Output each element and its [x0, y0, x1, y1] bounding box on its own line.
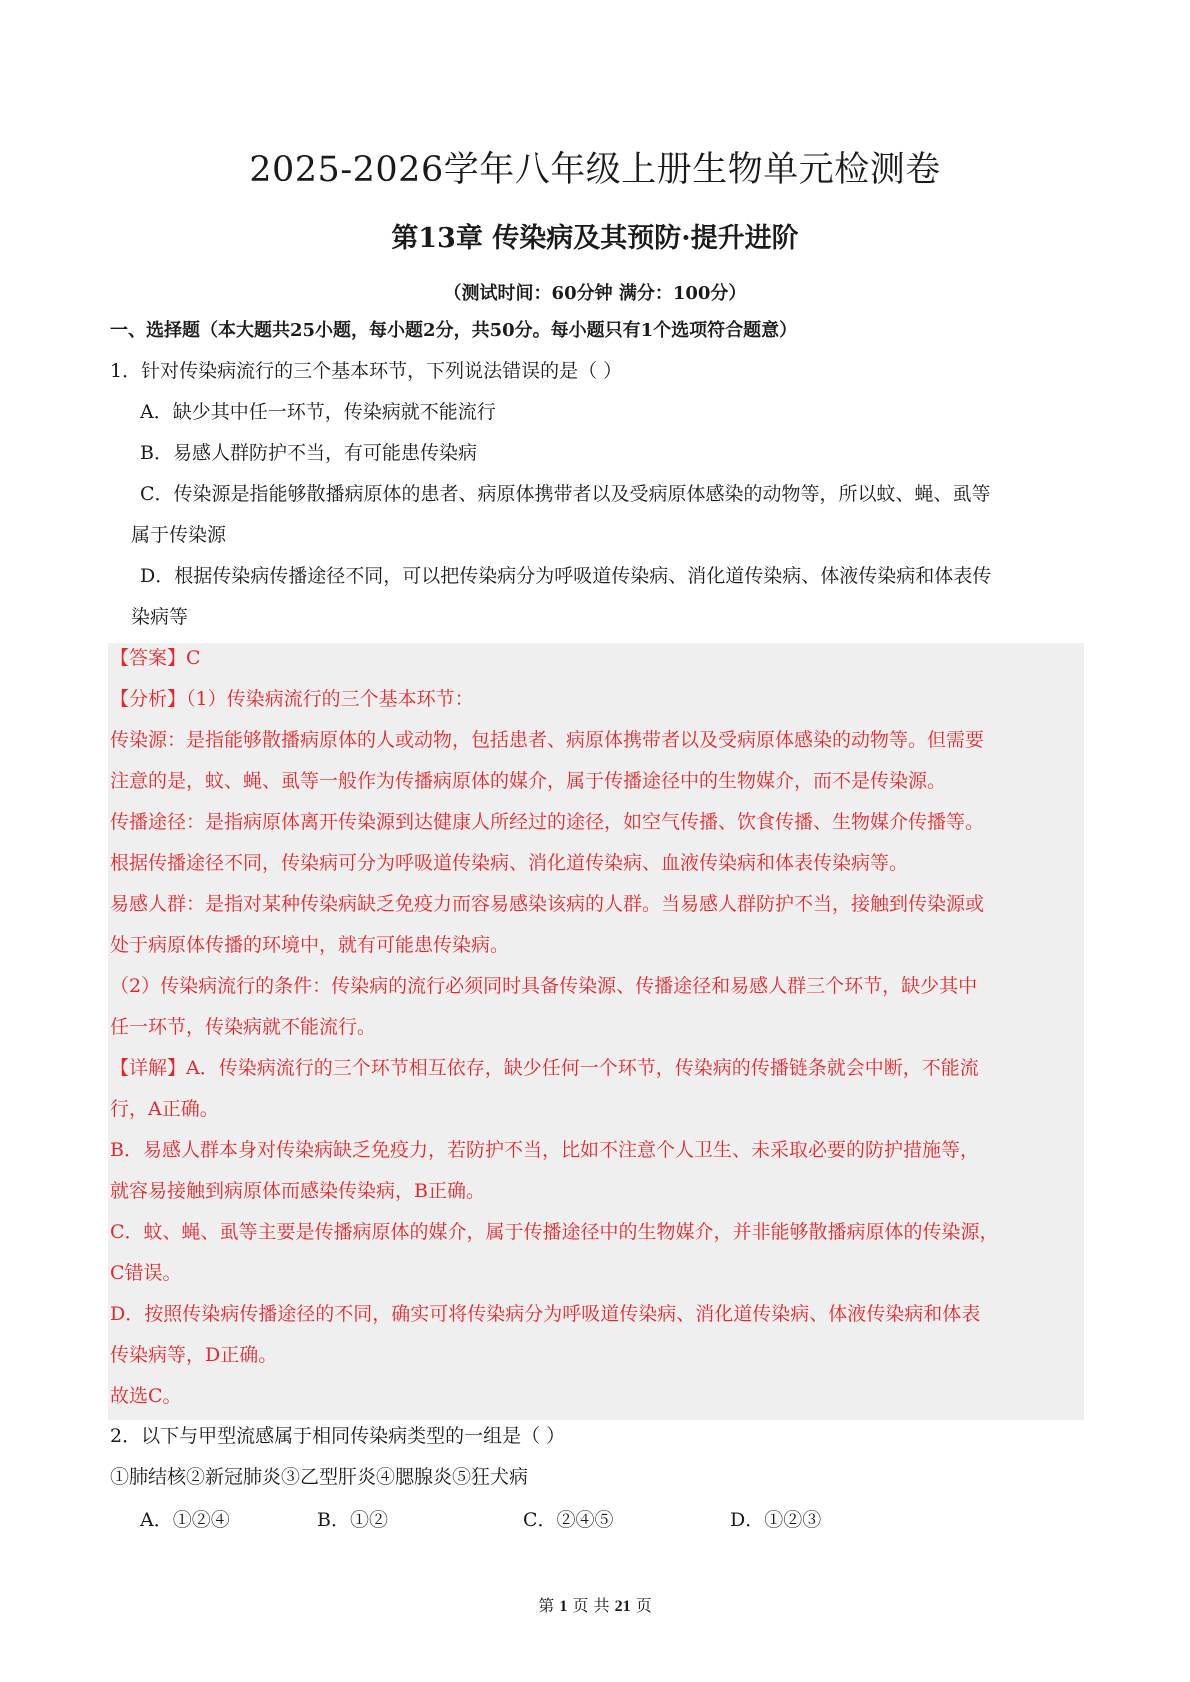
- question-2-option-b: B．①②: [317, 1509, 388, 1531]
- footer-prefix: 第: [538, 1596, 555, 1615]
- analysis-line: 易感人群：是指对某种传染病缺乏免疫力而容易感染该病的人群。当易感人群防护不当，接触到传染源或: [110, 893, 985, 915]
- chapter-subtitle: 第13章 传染病及其预防·提升进阶: [391, 223, 799, 254]
- detail-line: C错误。: [110, 1262, 182, 1284]
- question-1-option-a: A．缺少其中任一环节，传染病就不能流行: [140, 401, 496, 423]
- question-2-option-c: C．②④⑤: [523, 1509, 614, 1531]
- detail-line: B．易感人群本身对传染病缺乏免疫力，若防护不当，比如不注意个人卫生、未采取必要的防护措施等，: [110, 1139, 979, 1161]
- page-footer: [0, 1593, 1190, 1616]
- detail-line: 就容易接触到病原体而感染传染病，B正确。: [110, 1180, 485, 1202]
- analysis-line: 注意的是，蚊、蝇、虱等一般作为传播病原体的媒介，属于传播途径中的生物媒介，而不是传染源。: [110, 770, 947, 792]
- footer-middle: 页 共: [572, 1596, 610, 1615]
- analysis-line: 传播途径：是指病原体离开传染源到达健康人所经过的途径，如空气传播、饮食传播、生物媒介传播等。: [110, 811, 985, 833]
- analysis-heading: 【分析】（1）传染病流行的三个基本环节：: [110, 688, 474, 710]
- question-2-stem: 2．以下与甲型流感属于相同传染病类型的一组是（ ）: [110, 1425, 566, 1447]
- question-2-options: [140, 1505, 940, 1531]
- question-1-option-d: D．根据传染病传播途径不同，可以把传染病分为呼吸道传染病、消化道传染病、体液传染病和体表传: [140, 565, 992, 587]
- analysis-line: 根据传播途径不同，传染病可分为呼吸道传染病、消化道传染病、血液传染病和体表传染病等。: [110, 852, 909, 874]
- page-number: 1: [559, 1598, 568, 1615]
- detail-line: 【详解】A．传染病流行的三个环节相互依存，缺少任何一个环节，传染病的传播链条就会中断，不能流: [110, 1057, 979, 1079]
- question-1-option-b: B．易感人群防护不当，有可能患传染病: [140, 442, 477, 464]
- question-2-option-a: A．①②④: [140, 1509, 230, 1531]
- page-total: 21: [614, 1598, 631, 1615]
- document-title: 2025-2026学年八年级上册生物单元检测卷: [249, 150, 941, 190]
- conclusion-line: 故选C。: [110, 1385, 182, 1407]
- answer-line: 【答案】C: [110, 647, 201, 669]
- footer-suffix: 页: [635, 1596, 652, 1615]
- question-1-option-d-cont: 染病等: [131, 606, 189, 628]
- detail-line: C．蚊、蝇、虱等主要是传播病原体的媒介，属于传播途径中的生物媒介，并非能够散播病原体的传染源，: [110, 1221, 999, 1243]
- question-1-stem: 1．针对传染病流行的三个基本环节，下列说法错误的是（ ）: [110, 360, 623, 382]
- analysis-line: 传染源：是指能够散播病原体的人或动物，包括患者、病原体携带者以及受病原体感染的动物等。但需要: [110, 729, 985, 751]
- question-2-items: ①肺结核②新冠肺炎③乙型肝炎④腮腺炎⑤狂犬病: [110, 1466, 529, 1488]
- analysis-line: （2）传染病流行的条件：传染病的流行必须同时具备传染源、传播途径和易感人群三个环节，缺少其中: [110, 975, 978, 997]
- question-1-option-c: C．传染源是指能够散播病原体的患者、病原体携带者以及受病原体感染的动物等，所以蚊、蝇、虱等: [140, 483, 991, 505]
- question-1-option-c-cont: 属于传染源: [131, 524, 227, 546]
- section-heading: 一、选择题（本大题共25小题，每小题2分，共50分。每小题只有1个选项符合题意）: [110, 320, 798, 341]
- detail-line: 行，A正确。: [110, 1098, 219, 1120]
- question-2-option-d: D．①②③: [730, 1509, 822, 1531]
- detail-line: D．按照传染病传播途径的不同，确实可将传染病分为呼吸道传染病、消化道传染病、体液传染病和体表: [110, 1303, 981, 1325]
- analysis-line: 处于病原体传播的环境中，就有可能患传染病。: [110, 934, 510, 956]
- detail-line: 传染病等，D正确。: [110, 1344, 278, 1366]
- test-info: （测试时间：60分钟 满分：100分）: [443, 283, 747, 304]
- analysis-line: 任一环节，传染病就不能流行。: [110, 1016, 377, 1038]
